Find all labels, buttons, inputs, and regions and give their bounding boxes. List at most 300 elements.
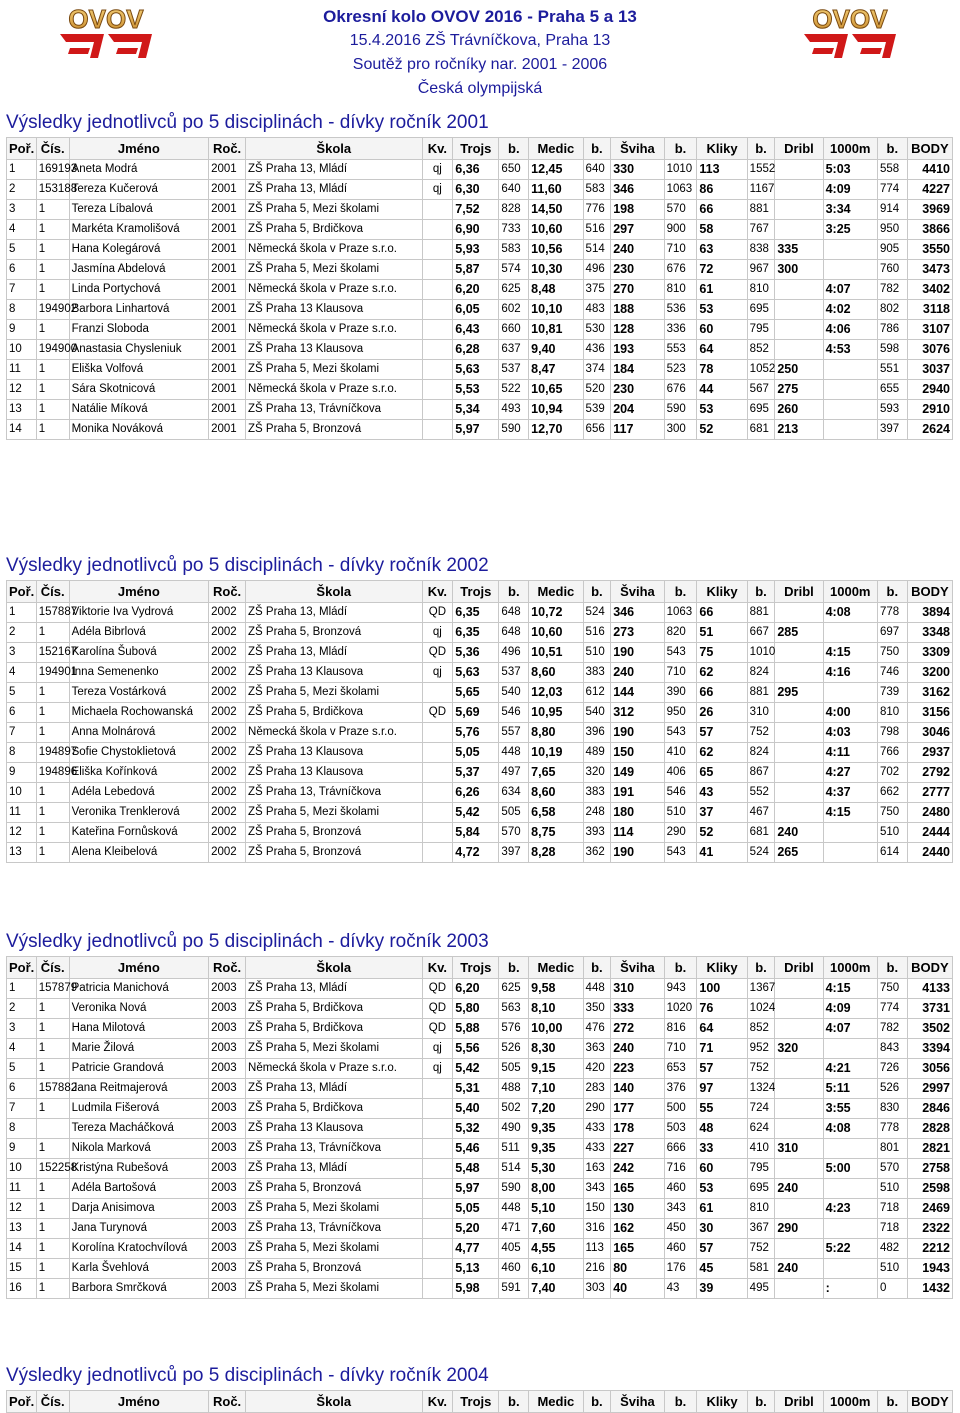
col-pushups-points: 567: [747, 380, 775, 400]
col-run-points: 397: [877, 420, 907, 440]
col-dribble: 250: [775, 360, 823, 380]
col-school: ZŠ Praha 5, Bronzová: [246, 823, 422, 843]
col-medicine-ball: 14,50: [529, 200, 583, 220]
col-triple-jump: 6,20: [453, 280, 499, 300]
col-school: ZŠ Praha 5, Brdičkova: [246, 220, 422, 240]
col-1000m: [823, 420, 877, 440]
col-qualification: [422, 723, 453, 743]
col-1000m: 4:07: [823, 280, 877, 300]
col-jump-rope: 128: [611, 320, 664, 340]
col-dribble: 310: [775, 1139, 823, 1159]
header-col-jump-rope: Šviha: [611, 581, 664, 603]
col-medicine-ball: 10,00: [529, 1019, 583, 1039]
col-qualification: [422, 1099, 453, 1119]
col-year: 2003: [209, 1139, 246, 1159]
col-total-points: 3162: [907, 683, 952, 703]
col-medicine-ball-points: 524: [583, 603, 611, 623]
col-total-points: 3550: [907, 240, 952, 260]
section-title: Výsledky jednotlivců po 5 disciplinách - dívky ročník 2004: [6, 1365, 489, 1386]
header-col-total-points: BODY: [907, 957, 952, 979]
col-dribble: [775, 340, 823, 360]
col-number: 1: [36, 360, 69, 380]
col-triple-jump-points: 448: [499, 1199, 529, 1219]
col-1000m: 5:00: [823, 1159, 877, 1179]
col-jump-rope: 165: [611, 1239, 664, 1259]
col-triple-jump-points: 557: [499, 723, 529, 743]
table-row: [7, 280, 953, 300]
col-pushups-points: 552: [747, 783, 775, 803]
col-dribble: 320: [775, 1039, 823, 1059]
col-pushups: 57: [697, 723, 747, 743]
col-medicine-ball-points: 656: [583, 420, 611, 440]
col-jump-rope-points: 536: [664, 300, 697, 320]
col-triple-jump: 5,13: [453, 1259, 499, 1279]
subtitle-line: Česká olympijská: [417, 80, 543, 97]
col-dribble: [775, 703, 823, 723]
col-pushups-points: 824: [747, 743, 775, 763]
col-total-points: 2910: [907, 400, 952, 420]
col-run-points: 830: [877, 1099, 907, 1119]
table-row: [7, 400, 953, 420]
header-col-1000m: 1000m: [823, 138, 877, 160]
col-1000m: :: [823, 1279, 877, 1299]
col-medicine-ball-points: 248: [583, 803, 611, 823]
col-pushups-points: 824: [747, 663, 775, 683]
col-year: 2003: [209, 1219, 246, 1239]
header-col-total-points: BODY: [907, 1391, 952, 1413]
col-dribble: 275: [775, 380, 823, 400]
col-pushups-points: 1552: [747, 160, 775, 180]
col-pushups: 37: [697, 803, 747, 823]
col-number: 194901: [36, 663, 69, 683]
col-medicine-ball: 9,15: [529, 1059, 583, 1079]
col-triple-jump: 5,36: [453, 643, 499, 663]
col-name: Sofie Chystoklietová: [69, 743, 209, 763]
col-rank: 2: [7, 623, 37, 643]
col-rank: 3: [7, 200, 37, 220]
col-school: ZŠ Praha 13, Trávníčkova: [246, 400, 422, 420]
table-row: [7, 1279, 953, 1299]
col-pushups-points: 810: [747, 280, 775, 300]
col-triple-jump: 5,93: [453, 240, 499, 260]
col-1000m: 4:37: [823, 783, 877, 803]
col-run-points: 551: [877, 360, 907, 380]
header-col-school: Škola: [246, 138, 422, 160]
col-jump-rope: 333: [611, 999, 664, 1019]
col-rank: 7: [7, 723, 37, 743]
col-school: ZŠ Praha 13, Trávníčkova: [246, 783, 422, 803]
header-col-year: Roč.: [209, 581, 246, 603]
col-total-points: 2937: [907, 743, 952, 763]
col-qualification: QD: [422, 979, 453, 999]
ovov-logo-left: [50, 4, 162, 60]
table-row: [7, 1019, 953, 1039]
col-jump-rope: 240: [611, 663, 664, 683]
col-1000m: [823, 823, 877, 843]
col-pushups-points: 767: [747, 220, 775, 240]
section-title: Výsledky jednotlivců po 5 disciplinách - dívky ročník 2003: [6, 931, 489, 952]
col-school: ZŠ Praha 5, Brdičkova: [246, 1019, 422, 1039]
col-dribble: [775, 1079, 823, 1099]
col-medicine-ball-points: 343: [583, 1179, 611, 1199]
col-triple-jump-points: 648: [499, 623, 529, 643]
col-run-points: 662: [877, 783, 907, 803]
col-total-points: 3200: [907, 663, 952, 683]
col-pushups: 51: [697, 623, 747, 643]
col-medicine-ball: 10,60: [529, 220, 583, 240]
col-run-points: 950: [877, 220, 907, 240]
header-col-pushups: Kliky: [697, 1391, 747, 1413]
col-total-points: 3731: [907, 999, 952, 1019]
col-jump-rope-points: 510: [664, 803, 697, 823]
col-medicine-ball: 10,19: [529, 743, 583, 763]
col-medicine-ball-points: 290: [583, 1099, 611, 1119]
col-jump-rope: 180: [611, 803, 664, 823]
col-pushups-points: 367: [747, 1219, 775, 1239]
col-school: ZŠ Praha 13 Klausova: [246, 1119, 422, 1139]
table-row: [7, 1059, 953, 1079]
col-qualification: [422, 1219, 453, 1239]
col-rank: 2: [7, 999, 37, 1019]
col-year: 2001: [209, 420, 246, 440]
col-triple-jump-points: 537: [499, 360, 529, 380]
col-qualification: QD: [422, 703, 453, 723]
table-row: [7, 623, 953, 643]
col-run-points: 760: [877, 260, 907, 280]
col-triple-jump: 5,76: [453, 723, 499, 743]
col-medicine-ball-points: 540: [583, 703, 611, 723]
header-col-name: Jméno: [69, 581, 209, 603]
col-jump-rope: 198: [611, 200, 664, 220]
col-medicine-ball-points: 150: [583, 1199, 611, 1219]
col-dribble: [775, 220, 823, 240]
col-pushups-points: 1324: [747, 1079, 775, 1099]
col-1000m: [823, 1259, 877, 1279]
col-medicine-ball-points: 383: [583, 783, 611, 803]
col-medicine-ball: 7,20: [529, 1099, 583, 1119]
col-dribble: [775, 1199, 823, 1219]
col-jump-rope-points: 950: [664, 703, 697, 723]
col-pushups-points: 624: [747, 1119, 775, 1139]
col-number: 1: [36, 1239, 69, 1259]
col-medicine-ball: 8,00: [529, 1179, 583, 1199]
col-medicine-ball-points: 483: [583, 300, 611, 320]
col-triple-jump: 5,97: [453, 420, 499, 440]
col-jump-rope-points: 570: [664, 200, 697, 220]
col-dribble: [775, 1059, 823, 1079]
col-1000m: 5:11: [823, 1079, 877, 1099]
col-medicine-ball-points: 530: [583, 320, 611, 340]
col-school: ZŠ Praha 5, Bronzová: [246, 1179, 422, 1199]
col-triple-jump: 5,88: [453, 1019, 499, 1039]
col-name: Hana Kolegárová: [69, 240, 209, 260]
col-qualification: QD: [422, 999, 453, 1019]
col-number: [36, 1119, 69, 1139]
col-pushups: 52: [697, 823, 747, 843]
col-triple-jump: 6,26: [453, 783, 499, 803]
col-pushups: 75: [697, 643, 747, 663]
col-number: 194896: [36, 763, 69, 783]
col-1000m: 4:23: [823, 1199, 877, 1219]
col-pushups: 44: [697, 380, 747, 400]
col-jump-rope-points: 176: [664, 1259, 697, 1279]
col-total-points: 3118: [907, 300, 952, 320]
col-pushups-points: 752: [747, 723, 775, 743]
col-1000m: [823, 1139, 877, 1159]
col-triple-jump-points: 733: [499, 220, 529, 240]
col-jump-rope-points: 503: [664, 1119, 697, 1139]
header-col-triple-jump-points: b.: [499, 581, 529, 603]
col-1000m: 4:00: [823, 703, 877, 723]
table-row: [7, 1199, 953, 1219]
col-number: 153188: [36, 180, 69, 200]
col-number: 1: [36, 783, 69, 803]
col-pushups-points: 1024: [747, 999, 775, 1019]
table-row: [7, 843, 953, 863]
col-jump-rope: 310: [611, 979, 664, 999]
header-col-dribble: Dribl: [775, 138, 823, 160]
header-col-pushups: Kliky: [697, 957, 747, 979]
col-jump-rope-points: 460: [664, 1239, 697, 1259]
col-pushups-points: 795: [747, 1159, 775, 1179]
col-run-points: 843: [877, 1039, 907, 1059]
col-dribble: [775, 300, 823, 320]
col-jump-rope: 223: [611, 1059, 664, 1079]
col-run-points: 718: [877, 1199, 907, 1219]
col-jump-rope: 140: [611, 1079, 664, 1099]
header-col-number: Čís.: [36, 1391, 69, 1413]
col-jump-rope: 80: [611, 1259, 664, 1279]
col-name: Adéla Bibrlová: [69, 623, 209, 643]
col-jump-rope: 272: [611, 1019, 664, 1039]
header-col-year: Roč.: [209, 1391, 246, 1413]
table-row: [7, 360, 953, 380]
col-year: 2001: [209, 320, 246, 340]
col-rank: 8: [7, 1119, 37, 1139]
col-pushups: 53: [697, 300, 747, 320]
col-total-points: 3046: [907, 723, 952, 743]
col-pushups: 55: [697, 1099, 747, 1119]
col-rank: 10: [7, 1159, 37, 1179]
col-medicine-ball-points: 163: [583, 1159, 611, 1179]
col-total-points: 2480: [907, 803, 952, 823]
col-pushups: 62: [697, 663, 747, 683]
col-school: ZŠ Praha 13, Mládí: [246, 1079, 422, 1099]
col-medicine-ball: 6,58: [529, 803, 583, 823]
col-jump-rope: 330: [611, 160, 664, 180]
col-total-points: 2997: [907, 1079, 952, 1099]
col-1000m: 4:21: [823, 1059, 877, 1079]
col-triple-jump-points: 460: [499, 1259, 529, 1279]
col-qualification: [422, 843, 453, 863]
col-total-points: 1432: [907, 1279, 952, 1299]
results-table: [6, 137, 953, 440]
col-year: 2003: [209, 1259, 246, 1279]
col-dribble: 265: [775, 843, 823, 863]
col-pushups-points: 967: [747, 260, 775, 280]
col-year: 2002: [209, 643, 246, 663]
header-col-school: Škola: [246, 1391, 422, 1413]
col-medicine-ball: 10,65: [529, 380, 583, 400]
col-school: ZŠ Praha 5, Mezi školami: [246, 803, 422, 823]
col-triple-jump: 5,31: [453, 1079, 499, 1099]
col-1000m: [823, 1179, 877, 1199]
col-jump-rope: 193: [611, 340, 664, 360]
col-dribble: [775, 160, 823, 180]
col-medicine-ball-points: 375: [583, 280, 611, 300]
col-triple-jump-points: 650: [499, 160, 529, 180]
col-qualification: [422, 260, 453, 280]
col-jump-rope-points: 590: [664, 400, 697, 420]
col-name: Eliška Volfová: [69, 360, 209, 380]
col-pushups: 100: [697, 979, 747, 999]
col-pushups: 66: [697, 683, 747, 703]
col-medicine-ball: 8,10: [529, 999, 583, 1019]
col-jump-rope-points: 676: [664, 260, 697, 280]
col-pushups: 45: [697, 1259, 747, 1279]
col-dribble: [775, 979, 823, 999]
col-run-points: 593: [877, 400, 907, 420]
col-qualification: [422, 1119, 453, 1139]
header-col-triple-jump-points: b.: [499, 1391, 529, 1413]
col-school: ZŠ Praha 13 Klausova: [246, 340, 422, 360]
col-qualification: qj: [422, 160, 453, 180]
col-year: 2002: [209, 743, 246, 763]
col-medicine-ball-points: 612: [583, 683, 611, 703]
header-col-medicine-ball-points: b.: [583, 581, 611, 603]
results-table: [6, 956, 953, 1299]
col-qualification: [422, 823, 453, 843]
col-triple-jump-points: 637: [499, 340, 529, 360]
col-jump-rope-points: 376: [664, 1079, 697, 1099]
col-dribble: 260: [775, 400, 823, 420]
col-qualification: [422, 420, 453, 440]
col-number: 157887: [36, 603, 69, 623]
header-col-name: Jméno: [69, 1391, 209, 1413]
header-col-triple-jump: Trojs: [453, 138, 499, 160]
col-jump-rope-points: 553: [664, 340, 697, 360]
col-run-points: 726: [877, 1059, 907, 1079]
col-total-points: 2624: [907, 420, 952, 440]
col-number: 1: [36, 200, 69, 220]
header-col-number: Čís.: [36, 581, 69, 603]
col-number: 1: [36, 999, 69, 1019]
col-qualification: [422, 280, 453, 300]
col-medicine-ball-points: 393: [583, 823, 611, 843]
col-triple-jump-points: 502: [499, 1099, 529, 1119]
col-name: Sára Skotnicová: [69, 380, 209, 400]
col-rank: 13: [7, 843, 37, 863]
table-header-row: [7, 138, 953, 160]
col-rank: 15: [7, 1259, 37, 1279]
header-col-medicine-ball-points: b.: [583, 957, 611, 979]
table-row: [7, 420, 953, 440]
col-name: Jasmína Abdelová: [69, 260, 209, 280]
col-jump-rope-points: 1010: [664, 160, 697, 180]
col-jump-rope-points: 543: [664, 723, 697, 743]
col-jump-rope: 240: [611, 240, 664, 260]
col-school: ZŠ Praha 5, Mezi školami: [246, 1039, 422, 1059]
col-school: ZŠ Praha 13, Mládí: [246, 643, 422, 663]
col-rank: 12: [7, 823, 37, 843]
col-qualification: [422, 1139, 453, 1159]
col-triple-jump: 4,77: [453, 1239, 499, 1259]
col-1000m: [823, 240, 877, 260]
col-run-points: 510: [877, 1259, 907, 1279]
section-title: Výsledky jednotlivců po 5 disciplinách - dívky ročník 2001: [6, 112, 489, 133]
col-jump-rope: 190: [611, 843, 664, 863]
col-rank: 7: [7, 1099, 37, 1119]
col-triple-jump: 5,34: [453, 400, 499, 420]
col-pushups: 66: [697, 200, 747, 220]
col-number: 1: [36, 683, 69, 703]
col-triple-jump: 6,43: [453, 320, 499, 340]
col-triple-jump-points: 448: [499, 743, 529, 763]
col-triple-jump: 5,84: [453, 823, 499, 843]
col-medicine-ball: 10,72: [529, 603, 583, 623]
col-medicine-ball-points: 303: [583, 1279, 611, 1299]
col-pushups-points: 695: [747, 400, 775, 420]
table-row: [7, 1119, 953, 1139]
col-pushups: 61: [697, 1199, 747, 1219]
header-col-triple-jump-points: b.: [499, 957, 529, 979]
col-triple-jump: 6,05: [453, 300, 499, 320]
col-1000m: 3:34: [823, 200, 877, 220]
col-year: 2001: [209, 180, 246, 200]
col-school: ZŠ Praha 13, Mládí: [246, 979, 422, 999]
col-medicine-ball: 8,48: [529, 280, 583, 300]
col-qualification: [422, 1239, 453, 1259]
col-qualification: [422, 783, 453, 803]
col-school: ZŠ Praha 5, Bronzová: [246, 843, 422, 863]
col-number: 1: [36, 703, 69, 723]
col-pushups: 53: [697, 400, 747, 420]
col-jump-rope: 40: [611, 1279, 664, 1299]
col-qualification: QD: [422, 643, 453, 663]
header-col-dribble: Dribl: [775, 581, 823, 603]
col-qualification: qj: [422, 1059, 453, 1079]
col-triple-jump: 5,46: [453, 1139, 499, 1159]
col-rank: 14: [7, 1239, 37, 1259]
col-run-points: 914: [877, 200, 907, 220]
col-year: 2003: [209, 1239, 246, 1259]
col-number: 1: [36, 320, 69, 340]
col-triple-jump: 5,63: [453, 663, 499, 683]
col-jump-rope-points: 710: [664, 663, 697, 683]
col-pushups-points: 752: [747, 1059, 775, 1079]
col-pushups-points: 310: [747, 703, 775, 723]
col-name: Eliška Kořínková: [69, 763, 209, 783]
col-1000m: 5:03: [823, 160, 877, 180]
col-pushups-points: 852: [747, 340, 775, 360]
col-qualification: [422, 1279, 453, 1299]
col-1000m: 4:07: [823, 1019, 877, 1039]
col-rank: 11: [7, 803, 37, 823]
col-year: 2001: [209, 260, 246, 280]
header-col-qualification: Kv.: [422, 957, 453, 979]
col-medicine-ball-points: 539: [583, 400, 611, 420]
col-medicine-ball: 5,10: [529, 1199, 583, 1219]
col-rank: 4: [7, 1039, 37, 1059]
col-jump-rope-points: 500: [664, 1099, 697, 1119]
col-triple-jump: 5,20: [453, 1219, 499, 1239]
col-qualification: qj: [422, 180, 453, 200]
header-col-jump-rope-points: b.: [664, 138, 697, 160]
col-1000m: 4:53: [823, 340, 877, 360]
col-name: Kateřina Fornůsková: [69, 823, 209, 843]
col-pushups: 57: [697, 1239, 747, 1259]
header-col-pushups-points: b.: [747, 138, 775, 160]
